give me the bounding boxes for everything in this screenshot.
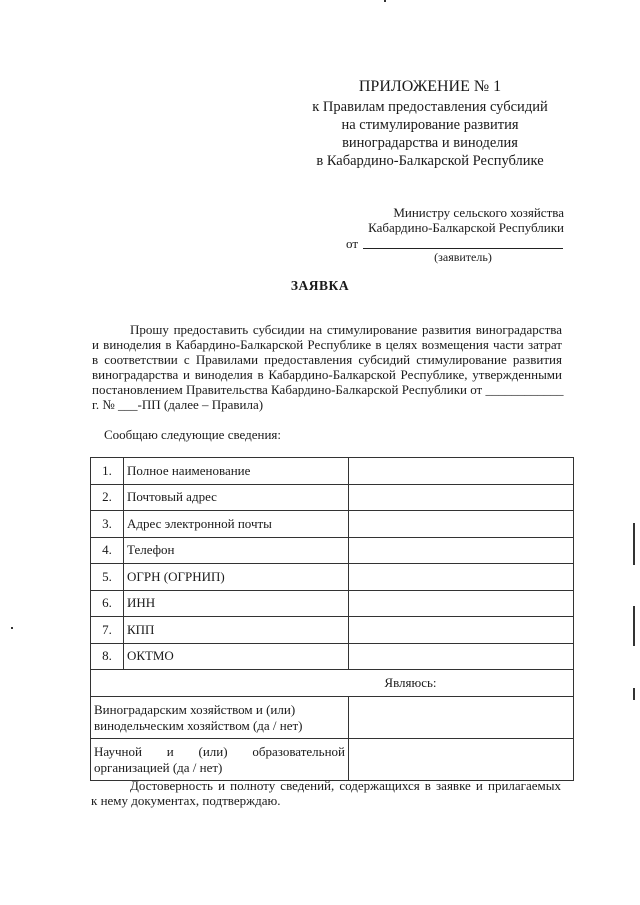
- status-label: [91, 739, 349, 781]
- table-row: [91, 484, 574, 511]
- appendix-title: ПРИЛОЖЕНИЕ № 1: [358, 78, 502, 95]
- inn-value[interactable]: [349, 590, 574, 617]
- row-label: Почтовый адрес: [124, 484, 349, 511]
- row-number: 3.: [91, 511, 124, 538]
- row-number: 2.: [91, 484, 124, 511]
- scan-edge-mark: [633, 523, 635, 565]
- table-row: [91, 590, 574, 617]
- row-label: ИНН: [124, 590, 349, 617]
- appendix-line: виноградарства и виноделия: [342, 135, 518, 151]
- addressee-line: Кабардино-Балкарской Республики: [368, 220, 564, 235]
- table-heading-row: [91, 670, 574, 697]
- table-row: [91, 564, 574, 591]
- appendix-line: к Правилам предоставления субсидий: [312, 99, 548, 115]
- confirmation-line: к нему документах, подтверждаю.: [91, 793, 281, 808]
- status-label-line: Виноградарским хозяйством и (или): [94, 701, 296, 717]
- scan-dot: [384, 0, 386, 2]
- row-number: 4.: [91, 537, 124, 564]
- from-label: от: [346, 236, 359, 251]
- row-number: 8.: [91, 643, 124, 670]
- body-line: Прошу предоставить субсидии на стимулирование развития виноградарства: [130, 322, 562, 337]
- status-label-line: Научной и (или) образовательной: [94, 743, 345, 759]
- row-label: КПП: [124, 617, 349, 644]
- body-line: постановлением Правительства Кабардино-Балкарской Республики от ____________: [92, 382, 564, 397]
- row-label: ОГРН (ОГРНИП): [124, 564, 349, 591]
- row-label: Адрес электронной почты: [124, 511, 349, 538]
- row-label: ОКТМО: [124, 643, 349, 670]
- row-number: 5.: [91, 564, 124, 591]
- table-row: [91, 511, 574, 538]
- phone-value[interactable]: [349, 537, 574, 564]
- status-heading: Являюсь:: [91, 670, 574, 697]
- full-name-value[interactable]: [349, 458, 574, 485]
- appendix-line: в Кабардино-Балкарской Республике: [316, 153, 544, 169]
- kpp-value[interactable]: [349, 617, 574, 644]
- row-label: Полное наименование: [124, 458, 349, 485]
- appendix-line: на стимулирование развития: [341, 117, 519, 133]
- scan-edge-mark: [633, 688, 635, 700]
- scan-edge-mark: [633, 606, 635, 646]
- addressee-line: Министру сельского хозяйства: [393, 205, 564, 220]
- table-row: [91, 537, 574, 564]
- postal-address-value[interactable]: [349, 484, 574, 511]
- oktmo-value[interactable]: [349, 643, 574, 670]
- status-label-line: винодельческим хозяйством (да / нет): [94, 717, 303, 733]
- table-row: [91, 697, 574, 739]
- row-number: 7.: [91, 617, 124, 644]
- row-label: Телефон: [124, 537, 349, 564]
- applicant-note: (заявитель): [434, 250, 492, 264]
- research-status-value[interactable]: [349, 739, 574, 781]
- confirmation-line: Достоверность и полноту сведений, содержащихся в заявке и прилагаемых: [130, 778, 561, 793]
- status-label: [91, 697, 349, 739]
- ogrn-value[interactable]: [349, 564, 574, 591]
- table-row: [91, 643, 574, 670]
- body-line: виноградарства и виноделия в Кабардино-Балкарской Республике, утвержденными: [92, 367, 562, 382]
- table-row: [91, 458, 574, 485]
- scan-dot: [11, 627, 13, 629]
- row-number: 6.: [91, 590, 124, 617]
- table-row: [91, 617, 574, 644]
- email-value[interactable]: [349, 511, 574, 538]
- body-line: г. № ___-ПП (далее – Правила): [92, 397, 264, 412]
- row-number: 1.: [91, 458, 124, 485]
- status-label-line: организацией (да / нет): [94, 759, 223, 775]
- intro-text: Сообщаю следующие сведения:: [104, 427, 282, 442]
- vineyard-status-value[interactable]: [349, 697, 574, 739]
- info-table: [90, 457, 574, 781]
- body-line: и виноделия в Кабардино-Балкарской Республике в целях возмещения части затрат: [92, 337, 562, 352]
- body-line: в соответствии с Правилами предоставления субсидий стимулирование развития: [92, 352, 562, 367]
- applicant-field[interactable]: [363, 248, 563, 249]
- document-title: ЗАЯВКА: [290, 278, 350, 293]
- table-row: [91, 739, 574, 781]
